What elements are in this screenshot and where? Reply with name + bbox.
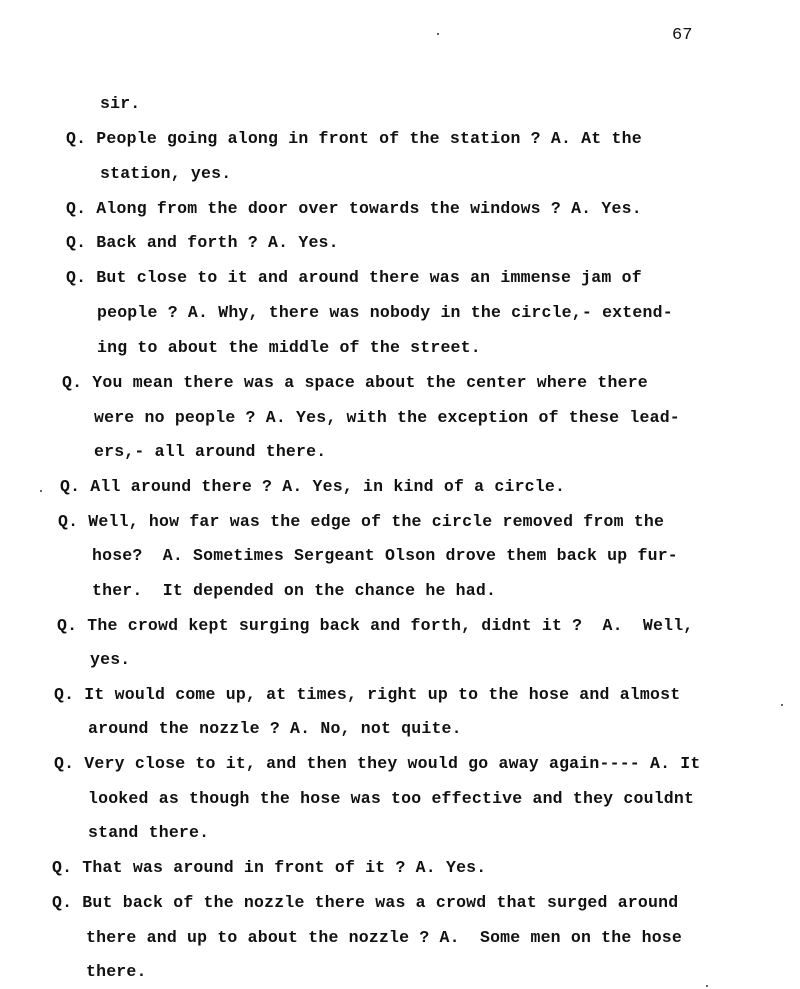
text-line: ers,- all around there. <box>94 442 327 461</box>
scan-speck <box>781 704 783 706</box>
question-line: Q. Along from the door over towards the windows ? A. Yes. <box>66 199 642 218</box>
question-line: Q. The crowd kept surging back and forth, didnt it ? A. Well, <box>57 616 694 635</box>
question-line: Q. But back of the nozzle there was a crowd that surged around <box>52 893 679 912</box>
text-line: there. <box>86 962 147 981</box>
text-line: ther. It depended on the chance he had. <box>92 581 497 600</box>
question-line: Q. You mean there was a space about the center where there <box>62 373 648 392</box>
text-line: hose? A. Sometimes Sergeant Olson drove them back up fur- <box>92 546 678 565</box>
scan-speck <box>437 33 439 35</box>
text-line: yes. <box>90 650 131 669</box>
text-line: there and up to about the nozzle ? A. Some men on the hose <box>86 928 682 947</box>
question-line: Q. It would come up, at times, right up to the hose and almost <box>54 685 681 704</box>
question-line: Q. But close to it and around there was an immense jam of <box>66 268 642 287</box>
page-number: 67 <box>672 26 693 45</box>
scan-speck <box>40 490 42 492</box>
text-line: people ? A. Why, there was nobody in the circle,- extend- <box>97 303 673 322</box>
text-line: looked as though the hose was too effective and they couldnt <box>88 789 695 808</box>
scan-speck <box>706 985 708 987</box>
question-line: Q. Well, how far was the edge of the circle removed from the <box>58 512 665 531</box>
text-line: stand there. <box>88 823 210 842</box>
text-line: sir. <box>100 94 141 113</box>
text-line: ing to about the middle of the street. <box>97 338 481 357</box>
question-line: Q. Back and forth ? A. Yes. <box>66 233 339 252</box>
question-line: Q. Very close to it, and then they would go away again---- A. It <box>54 754 701 773</box>
question-line: Q. That was around in front of it ? A. Yes. <box>52 858 487 877</box>
text-line: around the nozzle ? A. No, not quite. <box>88 719 462 738</box>
question-line: Q. All around there ? A. Yes, in kind of a circle. <box>60 477 566 496</box>
text-line: were no people ? A. Yes, with the exception of these lead- <box>94 408 680 427</box>
question-line: Q. People going along in front of the station ? A. At the <box>66 129 642 148</box>
text-line: station, yes. <box>100 164 232 183</box>
